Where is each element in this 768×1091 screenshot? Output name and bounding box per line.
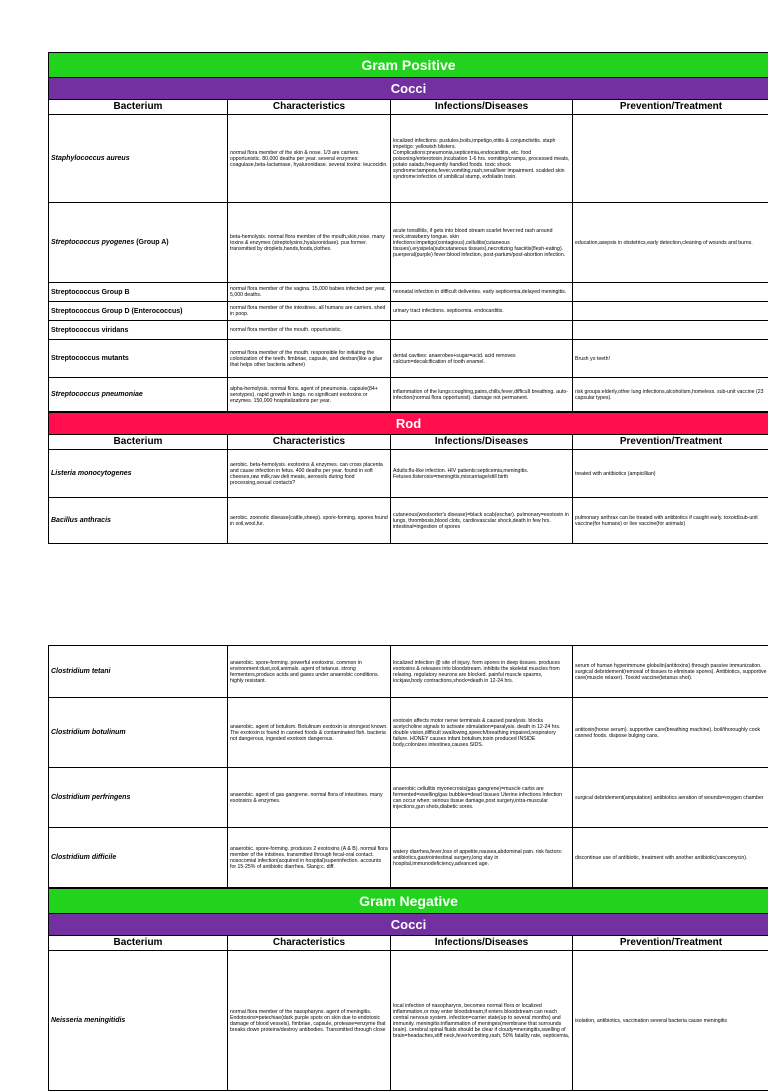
- col-characteristics: Characteristics: [228, 435, 391, 450]
- prevention-cell: [573, 302, 768, 321]
- table-row: [49, 768, 768, 828]
- infections-cell: inflammation of the lungs:coughing,pains,chills,fever,difficult breathing. auto-infection(normal flora opportunist). damage not permanent.: [391, 378, 573, 412]
- col-characteristics: Characteristics: [228, 936, 391, 951]
- prevention-cell: education,asepsis in obstetrics,early detection,cleaning of wounds and burns.: [573, 203, 768, 283]
- infections-cell: dental cavities: anaerobes+sugar=acid. acid removes calcium=decalcification of tooth enamel.: [391, 340, 573, 378]
- prevention-cell: risk groups:elderly,other lung infections,alcoholism,homeless. sub-unit vaccine (23 capsular types).: [573, 378, 768, 412]
- prevention-cell: discontinue use of antibiotic, treatment with another antibiotic(vancomycin).: [573, 828, 768, 888]
- header-row: [49, 936, 768, 951]
- bacterium-name: Streptococcus pyogenes (Group A): [49, 203, 228, 283]
- bacterium-name: Clostridium tetani: [49, 646, 228, 698]
- bacterium-name: Streptococcus Group B: [49, 283, 228, 302]
- col-infections: Infections/Diseases: [391, 435, 573, 450]
- characteristics-cell: normal flora member of the skin & nose. 1/3 are carriers. opportunistic. 80,000 deaths per year. several enzymes: coagulase,beta-lactamase, hyaluronidase. several toxins: leucocidin.: [228, 115, 391, 203]
- prevention-cell: Brush yo teeth!: [573, 340, 768, 378]
- gp-cocci-header: Cocci: [48, 77, 768, 99]
- clostridium-section: [48, 645, 768, 1091]
- table-row: [49, 203, 768, 283]
- infections-cell: localized infection @ site of injury. form spores in deep tissues. produces exotoxins & releases into bloodstream. inhibits the skeletal muscles from relaxing. regulatory neurons are blocked. painful muscle spasms, lockjaw,body contractions,shock=death in 12-24 hrs.: [391, 646, 573, 698]
- prevention-cell: [573, 321, 768, 340]
- infections-cell: localized infections: pustules,boils,impetigo,otitis & conjunctivitis. staph impetigo: yellowish blisters. Complications:pneumonia,septicemia,endocarditis, etc. food poisoning/enterotoxin,incubation 1-6 hrs. vomiting/cramps, processed meats, potato salads,frequently handled foods. toxic shock syndrome:tampons,fever,vomiting,rash,renal/liver impairment. scalded skin syndrome:infection of umbilical stump, exfoliatin toxin.: [391, 115, 573, 203]
- gn-cocci-header: Cocci: [48, 913, 768, 935]
- col-infections: Infections/Diseases: [391, 100, 573, 115]
- prevention-cell: treated with antibiotics (ampicillian): [573, 450, 768, 498]
- gram-positive-header: Gram Positive: [48, 52, 768, 77]
- characteristics-cell: beta-hemolysis. normal flora member of the mouth,skin,nose. many toxins & enzymes (streptolysins,hyaluronidase). pus former. transmitted by droplets,hands,foods,clothes.: [228, 203, 391, 283]
- col-characteristics: Characteristics: [228, 100, 391, 115]
- table-row: [49, 302, 768, 321]
- table-row: [49, 951, 768, 1091]
- prevention-cell: surgical debridement(amputation) antibiotics aeration of wounds=oxygen chamber: [573, 768, 768, 828]
- characteristics-cell: anaerobic. agent of botulism. Botulinum exotoxin is strongest known. The exotoxin is found in canned foods & contaminated fish. bacteria not dangerous, ingested exotoxin dangerous.: [228, 698, 391, 768]
- table-row: [49, 828, 768, 888]
- bacterium-name: Bacillus anthracis: [49, 498, 228, 544]
- prevention-cell: pulmonary anthrax can be treated with antibiotics if caught early. toxoid/sub-unit vaccine(for humans) or live vaccine(for animals): [573, 498, 768, 544]
- bacterium-name: Staphylococcus aureus: [49, 115, 228, 203]
- table-row: [49, 321, 768, 340]
- characteristics-cell: normal flora member of the vagina. 15,000 babies infected per year, 5,000 deaths.: [228, 283, 391, 302]
- prevention-cell: serum of human hyperimmune globulin(antitoxins) through passive immunization. surgical debridement(removal of tissues to eliminate spores). Antibiotics, supportive care(muscle relaxer). Toxoid vaccine(tetanus shot).: [573, 646, 768, 698]
- prevention-cell: [573, 115, 768, 203]
- table-row: [49, 646, 768, 698]
- bacterium-name: Streptococcus mutants: [49, 340, 228, 378]
- col-prevention: Prevention/Treatment: [573, 435, 768, 450]
- col-prevention: Prevention/Treatment: [573, 936, 768, 951]
- infections-cell: Adults:flu-like infection. HIV patients:septicemia,meningitis. Fetuses:listerosis=meningitis,miscarriage/still birth: [391, 450, 573, 498]
- characteristics-cell: aerobic. beta-hemolysis. exotoxins & enzymes. can cross placenta and cause infection in fetus. 400 deaths per year. found in soft cheeses,raw milk,raw deli meats, aerosols during food processing,sexual contacts?: [228, 450, 391, 498]
- gram-negative-header: Gram Negative: [48, 888, 768, 913]
- infections-cell: exotoxin affects motor nerve terminals & caused paralysis. blocks acetycholine signals to activate stimulation=paralysis. death in 12-24 hrs. double vision,difficult swallowing,speech/breathing impaired,respiratory failure. HONEY causes infant botulism,toxin produced INSIDE body,colonizes intestines,causes SIDS.: [391, 698, 573, 768]
- infections-cell: urinary tract infections. septicemia. endocarditis.: [391, 302, 573, 321]
- bacterium-name: Streptococcus Group D (Enterococcus): [49, 302, 228, 321]
- header-row: [49, 100, 768, 115]
- gp-rod-table: [48, 434, 768, 544]
- infections-cell: local infection of nasopharynx, becomes normal flora or localized inflammation,or may enter bloodstream,if enters bloodstream can reach central nervous system. infection=carrier state(up to several months) and immunity. meningitis:inflammation of meninges(membrane that surrounds brain). cerebral spinal fluids should be clear if cloudy=meningitis,swelling of brain=headaches,stiff neck,fever/vomiting,rash, 50% fatality rate, septicemia,: [391, 951, 573, 1091]
- clostridium-table: [48, 645, 768, 888]
- characteristics-cell: normal flora member of the nasopharynx. agent of meningitis. Endotoxins=petechiae(dark purple spots on skin due to endotoxic damage of blood vessels). fimbriae, capsule, protease=enzyme that breaks down proteins/destroy antibodies. Transmitted through close: [228, 951, 391, 1091]
- characteristics-cell: normal flora member of the intestines. all humans are carriers. shed in poop.: [228, 302, 391, 321]
- characteristics-cell: anaerobic. agent of gas gangrene. normal flora of intestines. many exotoxins & enzymes.: [228, 768, 391, 828]
- table-row: [49, 450, 768, 498]
- infections-cell: anaerobic cellulitis myonecrosis(gas gangrene)=muscle carbs are fermented=swelling/gas bubbles=dead tissues Uterine infections Infection can occur when: serious tissue damage,post surgery,intra-muscular injections,gun shots,diabetic sores.: [391, 768, 573, 828]
- gn-cocci-table: [48, 935, 768, 1091]
- col-bacterium: Bacterium: [49, 435, 228, 450]
- bacterium-name: Neisseria meningitidis: [49, 951, 228, 1091]
- table-row: [49, 115, 768, 203]
- col-bacterium: Bacterium: [49, 936, 228, 951]
- table-row: [49, 698, 768, 768]
- bacterium-name: Clostridium perfringens: [49, 768, 228, 828]
- characteristics-cell: alpha-hemolysis. normal flora. agent of pneumonia. capsule(84+ serotypes). rapid growth in lungs. no significant exotoxins or enzymes. 150,000 hospitalizations per year.: [228, 378, 391, 412]
- bacterium-name: Streptococcus viridans: [49, 321, 228, 340]
- characteristics-cell: anaerobic. spore-forming. powerful exotoxins. common in environment:dust,soil,animals. agent of tetanus. strong fermenters,produce acids and gases under anaerobic conditions. highly resistant.: [228, 646, 391, 698]
- gram-positive-section: [48, 52, 768, 544]
- bacterium-name: Clostridium botulinum: [49, 698, 228, 768]
- infections-cell: acute tonsillitis, if gets into blood stream scarlet fever:red rash around neck,strawberry tongue. skin infections:impetigo(contagious),cellulitis(cutaneous tissues),erysipela(subcutaneous tissues),necrotizing fasciitis(flesh-eating). puerperal(purple) fever:blood infection, post-partum/post-abortion infection.: [391, 203, 573, 283]
- infections-cell: neonatal infection in difficult deliveries. early septicemia,delayed meningitis.: [391, 283, 573, 302]
- bacterium-name: Listeria monocytogenes: [49, 450, 228, 498]
- col-prevention: Prevention/Treatment: [573, 100, 768, 115]
- characteristics-cell: anaerobic. spore-forming. produces 2 exotoxins (A & B). normal flora member of the intstines. transmitted through fecal-oral contact. nosocomial infection(acquired in hospital)superinfection. accounts for 15-25% of antibiotic diarrhea. Slang:c. diff.: [228, 828, 391, 888]
- gp-cocci-table: [48, 99, 768, 412]
- col-infections: Infections/Diseases: [391, 936, 573, 951]
- prevention-cell: antitoxin(horse serum). supportive care(breathing machine). boil/thoroughly cook canned foods. dispose bulging cans.: [573, 698, 768, 768]
- prevention-cell: [573, 283, 768, 302]
- prevention-cell: isolation, antibiotics, vaccination several bacteria cause meningitis: [573, 951, 768, 1091]
- gp-rod-header: Rod: [48, 412, 768, 434]
- infections-cell: watery diarrhea,fever,loss of appetite,nausea,abdominal pain. risk factors: antibiotics,gastrointestinal surgery,long stay in hospital,immunodeficiency,advanced age.: [391, 828, 573, 888]
- header-row: [49, 435, 768, 450]
- characteristics-cell: normal flora member of the mouth. responsible for initiating the colonization of the teeth. fimbriae, capsule, and dextran(like a glue that helps other bacteria adhere): [228, 340, 391, 378]
- bacterium-name: Streptococcus pneumoniae: [49, 378, 228, 412]
- col-bacterium: Bacterium: [49, 100, 228, 115]
- infections-cell: cutaneous(woolsorter's disease)=black scab(eschar). pulmonary=exotoxin in lungs, thrombosis,blood clots, cardiovascular shock,death in few hrs. intestinal=ingestion of spores: [391, 498, 573, 544]
- characteristics-cell: aerobic. zoonotic disease(cattle,sheep). spore-forming. spores found in soil,wool,fur.: [228, 498, 391, 544]
- table-row: [49, 340, 768, 378]
- infections-cell: [391, 321, 573, 340]
- table-row: [49, 498, 768, 544]
- table-row: [49, 378, 768, 412]
- characteristics-cell: normal flora member of the mouth. oppurtunistic.: [228, 321, 391, 340]
- table-row: [49, 283, 768, 302]
- bacterium-name: Clostridium difficile: [49, 828, 228, 888]
